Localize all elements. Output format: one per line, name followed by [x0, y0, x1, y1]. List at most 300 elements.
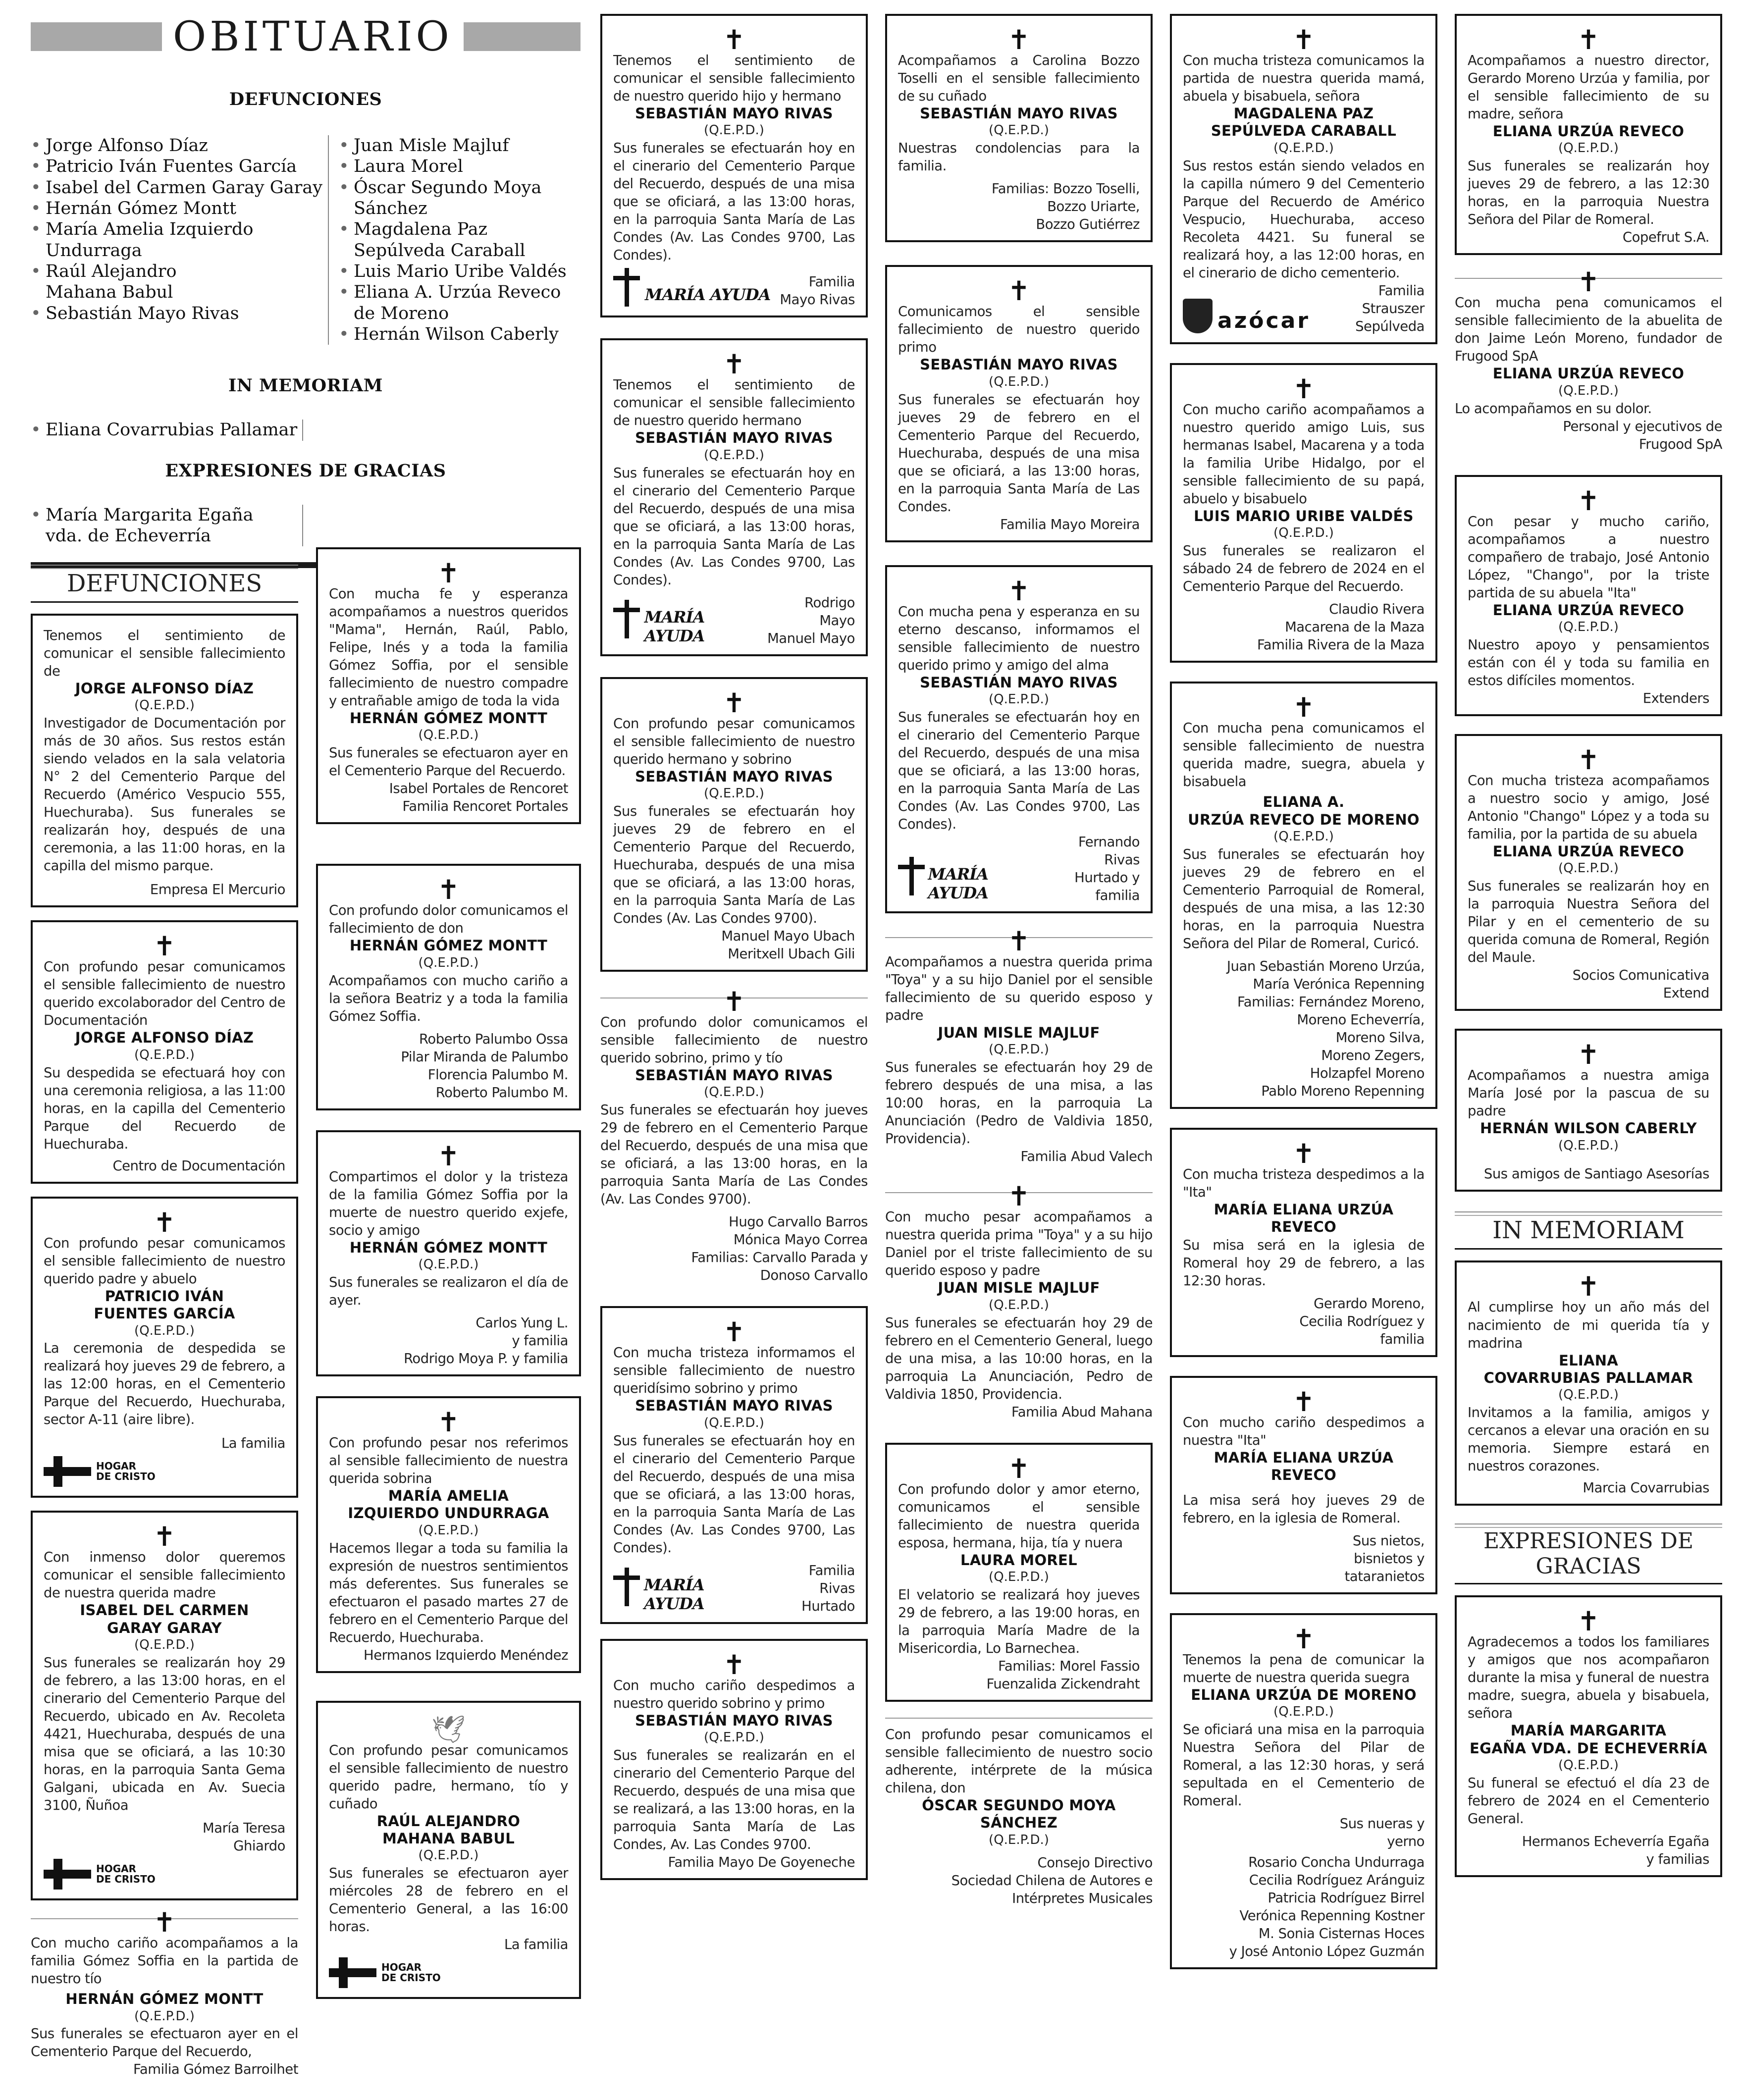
- notice-body: Sus funerales se efectuaron ayer miércoles 28 de febrero en el Cementerio General, a las 16:00 horas.: [329, 1865, 568, 1935]
- deceased-name: HERNÁN GÓMEZ MONTT: [349, 1239, 548, 1256]
- signature: Hermanos Izquierdo Menéndez: [364, 1647, 568, 1663]
- deceased-name: MARÍA ELIANA URZÚA REVECO: [1214, 1201, 1394, 1236]
- notice-body: Sus funerales se efectuaron ayer en el Cementerio Parque del Recuerdo.: [329, 745, 568, 779]
- signature: La familia: [221, 1435, 285, 1452]
- signature: Verónica Repenning Kostner: [1239, 1908, 1425, 1924]
- signature: yerno: [1387, 1833, 1425, 1849]
- hogar-de-cristo-logo: [329, 1957, 568, 1988]
- deceased-name: ELIANA URZÚA REVECO: [1492, 842, 1685, 860]
- crucifix-icon: [613, 268, 640, 307]
- index-section: [31, 15, 581, 568]
- qepd: (Q.E.P.D.): [418, 728, 479, 743]
- notice-text: Con mucha tristeza comunicamos la partida de nuestra querida mamá, abuela y bisabuela, señora: [1183, 52, 1425, 105]
- notice-body: Acompañamos con mucho cariño a la señora Beatriz y a toda la familia Gómez Soffia.: [329, 972, 568, 1024]
- notice-body: La misa será hoy jueves 29 de febrero, en la iglesia de Romeral.: [1183, 1492, 1425, 1526]
- notice-body: Lo acompañamos en su dolor.: [1455, 400, 1652, 417]
- obituario-header: [31, 15, 581, 58]
- notice-body: Sus funerales se efectuarán hoy en el cinerario del Cementerio Parque del Recuerdo, después de una misa que se oficiará, a las 13:00 horas, en la parroquia Santa María de Las Condes (Av. Las Condes 9700, Las Condes).: [613, 465, 855, 588]
- deceased-name: SEBASTIÁN MAYO RIVAS: [635, 429, 833, 447]
- signature: Mayo Rivas: [780, 292, 855, 308]
- notice-body: Sus funerales se efectuarán hoy jueves 29 de febrero en el Cementerio Parque del Recuerdo, Huechuraba, después de una misa que se oficiará, a las 13:00 horas, en la parroquia Santa María de Las Condes.: [898, 391, 1140, 515]
- index-item: • Eliana Covarrubias Pallamar: [31, 420, 302, 440]
- deceased-name: SEBASTIÁN MAYO RIVAS: [635, 1067, 833, 1084]
- index-memoriam-list: [31, 420, 303, 440]
- deceased-name: GARAY GARAY: [107, 1619, 222, 1636]
- qepd: (Q.E.P.D.): [418, 1257, 479, 1272]
- signature: Frugood SpA: [1638, 436, 1722, 452]
- index-list-right: [328, 135, 581, 345]
- notice-text: Con inmenso dolor queremos comunicar el sensible fallecimiento de nuestra querida madre: [44, 1549, 285, 1601]
- deceased-name: HERNÁN GÓMEZ MONTT: [349, 937, 548, 954]
- notice-sebastian-mayo-1: [600, 14, 868, 317]
- signature: Moreno Echeverría,: [1297, 1011, 1425, 1028]
- cross-icon: ✝: [153, 1207, 176, 1238]
- qepd: (Q.E.P.D.): [989, 1832, 1049, 1847]
- signature: Extenders: [1642, 690, 1709, 706]
- signature: Bozzo Uriarte,: [1047, 199, 1140, 215]
- notice-text: Con profundo dolor y amor eterno, comunicamos el sensible fallecimiento de nuestra querida esposa, hermana, hija, tía y nuera: [898, 1481, 1140, 1551]
- index-item: • Juan Misle Majluf: [339, 135, 581, 156]
- maria-ayuda-logo: [613, 1561, 765, 1613]
- notice-body: Nuestro apoyo y pensamientos están con él y toda su familia en estos difíciles momentos.: [1468, 636, 1709, 688]
- hogar-de-cristo-logo: [44, 1859, 285, 1890]
- qepd: (Q.E.P.D.): [704, 786, 764, 801]
- signature: Manuel Mayo Ubach: [721, 928, 855, 944]
- qepd: (Q.E.P.D.): [704, 1085, 764, 1100]
- deceased-name: RAÚL ALEJANDRO: [376, 1812, 521, 1830]
- qepd: (Q.E.P.D.): [134, 698, 195, 713]
- deceased-name: SEBASTIÁN MAYO RIVAS: [635, 105, 833, 122]
- signature: Sus nietos,: [1352, 1532, 1425, 1549]
- notice-eliana-urzua-6: [1455, 734, 1722, 1011]
- notice-text: Con profundo pesar nos referimos al sensible fallecimiento de nuestra querida sobrina: [329, 1434, 568, 1486]
- signature: María Verónica Repenning: [1253, 976, 1425, 992]
- signature: Marcia Covarrubias: [1583, 1480, 1709, 1496]
- cross-icon: ✝: [723, 986, 745, 1018]
- signature: Carlos Yung L.: [475, 1314, 568, 1331]
- notice-oscar-moya: [885, 1713, 1153, 1916]
- signature: Familia Abud Mahana: [1011, 1404, 1153, 1420]
- signature: Intérpretes Musicales: [1012, 1890, 1153, 1906]
- signature: María Teresa: [203, 1820, 285, 1837]
- deceased-name: MAHANA BABUL: [382, 1830, 515, 1847]
- notice-text: Con pesar y mucho cariño, acompañamos a nuestro compañero de trabajo, José Antonio López, "Chango", por la triste partida de su abuela "Ita": [1468, 513, 1709, 601]
- cross-icon: ✝: [723, 1649, 745, 1680]
- index-item: • Magdalena Paz Sepúlveda Caraball: [339, 219, 557, 261]
- notice-body: Sus funerales se efectuarán hoy 29 de febrero después de una misa, a las 10:00 horas, en la parroquia La Anunciación (Pedro de Valdivia 1850, Providencia).: [885, 1059, 1153, 1147]
- column-6: [1455, 14, 1722, 1890]
- index-item: • Patricio Iván Fuentes García: [31, 156, 328, 177]
- signature: Hermanos Echeverría Egaña: [1522, 1833, 1709, 1849]
- signature: familia: [1380, 1331, 1425, 1347]
- azocar-shield-icon: [1183, 299, 1213, 333]
- qepd: (Q.E.P.D.): [418, 1522, 479, 1538]
- signature: M. Sonia Cisternas Hoces: [1258, 1926, 1425, 1942]
- notice-body: Sus funerales se realizaron el sábado 24 de febrero de 2024 en el Cementerio Parque del Recuerdo.: [1183, 543, 1425, 595]
- qepd: (Q.E.P.D.): [134, 1637, 195, 1653]
- notice-body: Sus funerales se efectuarán hoy en el cinerario del Cementerio Parque del Recuerdo, después de una misa que se oficiará, a las 13:00 horas, en la parroquia Santa María de Las Condes (Av. Las Condes 9700, Las Condes).: [613, 1432, 855, 1556]
- qepd: (Q.E.P.D.): [1273, 525, 1334, 541]
- signature: Extend: [1663, 985, 1709, 1001]
- index-item: • Laura Morel: [339, 156, 581, 177]
- section-heading-in-memoriam: IN MEMORIAM: [1455, 1211, 1722, 1250]
- signature: y José Antonio López Guzmán: [1229, 1943, 1425, 1960]
- notice-hernan-wilson: [1455, 1029, 1722, 1192]
- notice-hernan-gomez-2: [316, 547, 581, 824]
- notice-text: Con mucho cariño acompañamos a nuestro querido amigo Luis, sus hermanas Isabel, Macarena y a toda la familia Uribe Hidalgo, por el sensible fallecimiento de su papá, abuelo y bisabuelo: [1183, 401, 1425, 507]
- signature: familia: [1095, 888, 1140, 904]
- cross-icon: ✝: [437, 874, 460, 906]
- signature: y familias: [1646, 1851, 1709, 1867]
- signature: Rodrigo Mayo: [804, 594, 855, 629]
- column-5: [1170, 14, 1437, 1982]
- notice-maria-margarita: [1455, 1595, 1722, 1877]
- signature: Familia Mayo De Goyeneche: [668, 1854, 855, 1871]
- signature: Familia Rencoret Portales: [402, 798, 568, 815]
- notice-sebastian-mayo-5: [600, 1306, 868, 1624]
- signature: Hugo Carvallo Barros: [729, 1214, 868, 1230]
- deceased-name: JORGE ALFONSO DÍAZ: [75, 680, 254, 697]
- cross-icon: ✝: [153, 1907, 176, 1939]
- notice-maria-eliana-2: [1170, 1376, 1437, 1594]
- deceased-name: LAURA MOREL: [960, 1551, 1077, 1569]
- header-bar-right: [464, 22, 581, 51]
- notice-eliana-urzua-3: [1455, 14, 1722, 255]
- signature: Familia: [808, 1562, 855, 1578]
- notice-text: Tenemos la pena de comunicar la muerte de nuestra querida suegra: [1183, 1651, 1425, 1685]
- signature: Familia Abud Valech: [1020, 1149, 1153, 1165]
- section-heading-defunciones: DEFUNCIONES: [31, 565, 298, 603]
- cross-icon: ✝: [1292, 1386, 1315, 1418]
- notice-body: Sus funerales se efectuarán hoy 29 de febrero en el Cementerio General, luego de una misa, a las 10:00 horas, en la parroquia La Anunciación, Pedro de Valdivia 1850, Providencia.: [885, 1314, 1153, 1402]
- index-item: • María Margarita Egaña vda. de Echeverría: [31, 505, 288, 547]
- logo-text: DE CRISTO: [381, 1972, 441, 1984]
- notice-juan-misle-1: [885, 926, 1153, 1174]
- logo-text: DE CRISTO: [96, 1470, 156, 1483]
- signature: Hurtado y: [1074, 870, 1140, 886]
- cross-icon: ✝: [723, 24, 745, 55]
- notice-body: Sus funerales se efectuarán hoy en el cinerario del Cementerio Parque del Recuerdo, después de una misa que se oficiará, a las 13:00 horas, en la parroquia Santa María de Las Condes (Av. Las Condes 9700, Las Condes).: [613, 140, 855, 263]
- notice-text: Con mucha pena y esperanza en su eterno descanso, informamos el sensible fallecimiento de nuestro querido primo y amigo del alma: [898, 603, 1140, 673]
- notice-text: Con mucho cariño acompañamos a la familia Gómez Soffia en la partida de nuestro tío: [31, 1935, 298, 1987]
- signature: Moreno Silva,: [1335, 1029, 1425, 1046]
- signature: Sepúlveda: [1355, 318, 1425, 334]
- notice-maria-amelia: [316, 1396, 581, 1673]
- index-item: • Raúl Alejandro Mahana Babul: [31, 261, 249, 303]
- cross-icon: ✝: [1292, 1138, 1315, 1169]
- index-item: • Sebastián Mayo Rivas: [31, 303, 328, 324]
- notice-sebastian-mayo-8: [885, 265, 1153, 542]
- notice-body: El velatorio se realizará hoy jueves 29 de febrero, a las 19:00 horas, en la parroquia María Madre de la Misericordia, Lo Barnechea.: [898, 1586, 1140, 1656]
- notice-text: Acompañamos a nuestra querida prima "Toya" y a su hijo Daniel por el sensible fallecimiento de su querido esposo y padre: [885, 954, 1153, 1024]
- hogar-de-cristo-icon: [329, 1957, 376, 1988]
- qepd: (Q.E.P.D.): [1558, 1387, 1619, 1403]
- cross-icon: ✝: [1577, 24, 1600, 55]
- cross-icon: ✝: [1007, 926, 1030, 957]
- index-item: • Luis Mario Uribe Valdés: [339, 261, 581, 282]
- qepd: (Q.E.P.D.): [134, 1047, 195, 1062]
- logo-text: MARÍA AYUDA: [645, 285, 771, 305]
- cross-icon: ✝: [1007, 24, 1030, 55]
- logo-text: azócar: [1217, 308, 1311, 333]
- deceased-name: PATRICIO IVÁN: [105, 1287, 224, 1305]
- signature: Familia: [1378, 282, 1425, 299]
- signature: Familia: [808, 274, 855, 290]
- dove-icon: 🕊: [431, 1713, 466, 1745]
- notice-body: Sus funerales se efectuaron ayer en el Cementerio Parque del Recuerdo,: [31, 2026, 298, 2060]
- notice-luis-uribe: [1170, 363, 1437, 663]
- notice-body: Su despedida se efectuará hoy con una ceremonia religiosa, a las 11:00 horas, en la capilla del Cementerio Parque del Recuerdo de Huechuraba.: [44, 1064, 285, 1152]
- maria-ayuda-logo: [613, 268, 770, 307]
- hogar-de-cristo-icon: [44, 1456, 91, 1487]
- signature: Pilar Miranda de Palumbo: [401, 1049, 568, 1065]
- signature: Ghiardo: [233, 1838, 285, 1854]
- notice-body: Hacemos llegar a toda su familia la expresión de nuestros sentimientos más deferentes. Sus funerales se efectuaron el pasado martes 27 de febrero en el Cementerio Parque del Recuerdo, Huechuraba.: [329, 1540, 568, 1645]
- cross-icon: ✝: [1577, 485, 1600, 517]
- notice-text: Con profundo pesar comunicamos el sensible fallecimiento de nuestro querido hermano y sobrino: [613, 715, 855, 767]
- index-defunciones-lists: [31, 135, 581, 345]
- deceased-name: LUIS MARIO URIBE VALDÉS: [1194, 507, 1414, 525]
- deceased-name: HERNÁN WILSON CABERLY: [1480, 1120, 1697, 1137]
- notice-text: Al cumplirse hoy un año más del nacimiento de mi querida tía y madrina: [1468, 1299, 1709, 1351]
- signature: Holzapfel Moreno: [1310, 1065, 1425, 1081]
- deceased-name: MAGDALENA PAZ: [1233, 105, 1374, 122]
- cross-icon: ✝: [1577, 266, 1600, 298]
- notice-body: Investigador de Documentación por más de 30 años. Sus restos están siendo velados en la sala velatoria N° 2 del Cementerio Parque del Recuerdo (Américo Vespucio 555, Huechuraba). Sus funerales se realizarán hoy, después de una ceremonia, a las 11:00 horas, en la capilla del mismo parque.: [44, 715, 285, 874]
- deceased-name: ELIANA URZÚA REVECO: [1492, 601, 1685, 619]
- notice-text: Con mucha tristeza despedimos a la "Ita": [1183, 1166, 1425, 1200]
- notice-text: Con profundo dolor comunicamos el sensible fallecimiento de nuestro querido sobrino, primo y tío: [600, 1014, 868, 1066]
- crucifix-icon: [613, 600, 639, 638]
- cross-icon: ✝: [1577, 1271, 1600, 1303]
- section-heading-expresiones: EXPRESIONES DE GRACIAS: [1455, 1523, 1722, 1584]
- notice-body: Sus funerales se realizarán en el cinerario del Cementerio Parque del Recuerdo, después de una misa que se realizará, a las 13:00 horas, en la parroquia Santa María de Las Condes, Av. Las Condes 9700.: [613, 1747, 855, 1852]
- qepd: (Q.E.P.D.): [704, 123, 764, 138]
- deceased-name: EGAÑA VDA. DE ECHEVERRÍA: [1470, 1739, 1707, 1757]
- notice-text: Con profundo pesar comunicamos el sensible fallecimiento de nuestro querido padre y abuelo: [44, 1235, 285, 1287]
- qepd: (Q.E.P.D.): [989, 374, 1049, 389]
- index-heading-defunciones: DEFUNCIONES: [229, 89, 382, 109]
- notice-eliana-urzua-1: [1170, 682, 1437, 1109]
- deceased-name: JUAN MISLE MAJLUF: [938, 1024, 1100, 1042]
- qepd: (Q.E.P.D.): [1558, 141, 1619, 156]
- index-expresiones-list: [31, 505, 303, 547]
- deceased-name: MARÍA MARGARITA: [1510, 1722, 1667, 1739]
- notice-text: Acompañamos a Carolina Bozzo Toselli en el sensible fallecimiento de su cuñado: [898, 52, 1140, 105]
- cross-icon: ✝: [1577, 1606, 1600, 1637]
- notice-sebastian-mayo-6: [600, 1639, 868, 1880]
- notice-body: Sus funerales se realizarán hoy en la parroquia Nuestra Señora del Pilar y en el cementerio de su querida comuna de Romeral, Región del Maule.: [1468, 878, 1709, 966]
- notice-sebastian-mayo-4: [600, 986, 868, 1293]
- cross-icon: ✝: [723, 349, 745, 380]
- notice-jorge-alfonso-1: [31, 614, 298, 907]
- maria-ayuda-logo: [613, 593, 767, 645]
- index-heading-in-memoriam: IN MEMORIAM: [228, 375, 383, 396]
- qepd: (Q.E.P.D.): [1558, 383, 1619, 398]
- deceased-name: ELIANA: [1558, 1352, 1619, 1369]
- signature: Macarena de la Maza: [1285, 619, 1425, 635]
- notice-text: Con profundo dolor comunicamos el fallecimiento de don: [329, 902, 568, 937]
- deceased-name: SEBASTIÁN MAYO RIVAS: [920, 356, 1118, 373]
- deceased-name: ELIANA A.: [1263, 793, 1345, 811]
- notice-eliana-urzua-2: [1170, 1613, 1437, 1969]
- signature: La familia: [504, 1937, 568, 1953]
- cross-icon: ✝: [1577, 744, 1600, 776]
- deceased-name: SEBASTIÁN MAYO RIVAS: [635, 768, 833, 785]
- hogar-de-cristo-icon: [44, 1859, 91, 1890]
- logo-text: HOGAR: [96, 1460, 137, 1472]
- deceased-name: SEBASTIÁN MAYO RIVAS: [635, 1397, 833, 1415]
- deceased-name: SEBASTIÁN MAYO RIVAS: [920, 674, 1118, 691]
- qepd: (Q.E.P.D.): [989, 692, 1049, 707]
- notice-maria-eliana-1: [1170, 1128, 1437, 1357]
- qepd: (Q.E.P.D.): [418, 1848, 479, 1863]
- signature: Consejo Directivo: [1037, 1854, 1153, 1871]
- page-title: OBITUARIO: [173, 13, 453, 60]
- notice-body: Sus funerales se efectuarán hoy jueves 29 de febrero en el Cementerio Parque del Recuerdo, después de una misa que se oficiará, a las 13:00 horas, en la parroquia Santa María de Las Condes (Av. Las Condes 9700).: [600, 1102, 868, 1208]
- notice-jorge-alfonso-2: [31, 920, 298, 1183]
- index-item: • Óscar Segundo Moya Sánchez: [339, 177, 581, 219]
- notice-eliana-urzua-4: [1455, 266, 1722, 462]
- notice-body: Sus funerales se efectuarán hoy en el cinerario del Cementerio Parque del Recuerdo, después de una misa que se oficiará, a las 13:00 horas, en la parroquia Santa María de Las Condes (Av. Las Condes 9700, Las Condes).: [898, 709, 1140, 832]
- notice-text: Acompañamos a nuestra amiga María José por la pascua de su padre: [1468, 1067, 1709, 1119]
- azocar-logo: [1183, 299, 1310, 333]
- cross-icon: ✝: [437, 1406, 460, 1438]
- signature: Copefrut S.A.: [1622, 229, 1709, 246]
- signature: Cecilia Rodríguez y: [1299, 1313, 1425, 1329]
- qepd: (Q.E.P.D.): [989, 123, 1049, 138]
- qepd: (Q.E.P.D.): [704, 1730, 764, 1745]
- logo-text: HOGAR: [96, 1863, 137, 1875]
- notice-text: Con mucha pena comunicamos el sensible fallecimiento de la abuelita de don Jaime León Moreno, fundador de Frugood SpA: [1455, 295, 1722, 365]
- cross-icon: ✝: [723, 1316, 745, 1348]
- signature: Meritxell Ubach Gili: [728, 946, 855, 962]
- notice-body: Su misa será en la iglesia de Romeral hoy 29 de febrero, a las 12:30 horas.: [1183, 1237, 1425, 1289]
- notice-body: Sus funerales se realizaron el día de ayer.: [329, 1274, 568, 1308]
- cross-icon: ✝: [153, 931, 176, 962]
- signature: Mónica Mayo Correa: [733, 1232, 868, 1248]
- notice-text: Con mucha fe y esperanza acompañamos a nuestros queridos "Mama", Hernán, Raúl, Pablo, Felipe, Inés y a toda la familia Gómez Soffia, por el sensible fallecimiento de nuestro compadre y entrañable amigo de toda la vida: [329, 586, 568, 709]
- column-1: [31, 565, 298, 2100]
- notice-isabel-garay: [31, 1511, 298, 1900]
- notice-text: Con mucho cariño despedimos a nuestro querido sobrino y primo: [613, 1677, 855, 1711]
- deceased-name: SEPÚLVEDA CARABALL: [1211, 122, 1397, 140]
- signature: Personal y ejecutivos de: [1563, 418, 1722, 434]
- qepd: (Q.E.P.D.): [704, 447, 764, 463]
- notice-text: Con mucho pesar acompañamos a nuestra querida prima "Toya" y a su hijo Daniel por el triste fallecimiento de su querido esposo y padre: [885, 1209, 1153, 1279]
- signature: Isabel Portales de Rencoret: [389, 781, 568, 797]
- cross-icon: ✝: [1007, 275, 1030, 307]
- column-3: [600, 14, 868, 1893]
- notice-body: Nuestras condolencias para la familia.: [898, 140, 1140, 174]
- signature: Sus amigos de Santiago Asesorías: [1483, 1166, 1709, 1182]
- signature: Familias: Fernández Moreno,: [1237, 994, 1425, 1010]
- signature: Empresa El Mercurio: [150, 882, 285, 898]
- signature: Florencia Palumbo M.: [427, 1066, 568, 1083]
- signature: Familia Gómez Barroilhet: [133, 2061, 298, 2078]
- signature: Patricia Rodríguez Birrel: [1268, 1890, 1425, 1906]
- notice-text: Tenemos el sentimiento de comunicar el sensible fallecimiento de nuestro querido hermano: [613, 377, 855, 429]
- notice-text: Con profundo pesar comunicamos el sensible fallecimiento de nuestro querido excolaborador del Centro de Documentación: [44, 959, 285, 1029]
- notice-body: Su funeral se efectuó el día 23 de febrero de 2024 en el Cementerio General.: [1468, 1775, 1709, 1827]
- signature: Gerardo Moreno,: [1314, 1295, 1425, 1312]
- separator: [885, 1718, 1153, 1719]
- deceased-name: MARÍA ELIANA URZÚA REVECO: [1214, 1449, 1394, 1484]
- signature: Rodrigo Moya P. y familia: [404, 1350, 568, 1366]
- deceased-name: SEBASTIÁN MAYO RIVAS: [920, 105, 1118, 122]
- signature: Juan Sebastián Moreno Urzúa,: [1226, 958, 1425, 974]
- notice-juan-misle-2: [885, 1181, 1153, 1429]
- index-item: • Hernán Gómez Montt: [31, 198, 328, 219]
- notice-text: Compartimos el dolor y la tristeza de la familia Gómez Soffia por la muerte de nuestro querido exjefe, socio y amigo: [329, 1168, 568, 1238]
- signature: tataranietos: [1344, 1568, 1425, 1584]
- signature: Fernando Rivas: [1078, 834, 1140, 868]
- qepd: (Q.E.P.D.): [418, 955, 479, 970]
- deceased-name: HERNÁN GÓMEZ MONTT: [349, 710, 548, 727]
- index-item: • Eliana A. Urzúa Reveco de Moreno: [339, 282, 572, 324]
- notice-raul-mahana: [316, 1701, 581, 1999]
- deceased-name: ELIANA URZÚA REVECO: [1492, 123, 1685, 140]
- signature: Claudio Rivera: [1329, 601, 1425, 618]
- cross-icon: ✝: [1292, 24, 1315, 55]
- cross-icon: ✝: [1007, 1181, 1030, 1212]
- signature: Socios Comunicativa: [1572, 967, 1709, 984]
- deceased-name: IZQUIERDO UNDURRAGA: [348, 1505, 549, 1522]
- cross-icon: ✝: [1292, 1623, 1315, 1655]
- qepd: (Q.E.P.D.): [989, 1297, 1049, 1312]
- signature: Strauszer: [1362, 300, 1425, 316]
- maria-ayuda-logo: [898, 850, 1045, 902]
- signature: Familias: Carvallo Parada y: [691, 1250, 868, 1266]
- signature: Cecilia Rodríguez Aránguiz: [1249, 1872, 1425, 1888]
- crucifix-icon: [898, 857, 923, 895]
- deceased-name: MARÍA AMELIA: [388, 1487, 509, 1505]
- cross-icon: ✝: [153, 1521, 176, 1553]
- notice-text: Agradecemos a todos los familiares y amigos que nos acompañaron durante la misa y funeral de nuestra madre, suegra, abuela y bisabuela, señora: [1468, 1634, 1709, 1722]
- index-item: • María Amelia Izquierdo Undurraga: [31, 219, 264, 261]
- notice-sebastian-mayo-3: [600, 677, 868, 972]
- deceased-name: ELIANA URZÚA DE MORENO: [1191, 1686, 1417, 1703]
- logo-text: MARÍA AYUDA: [644, 607, 705, 645]
- notice-text: Con mucha pena comunicamos el sensible fallecimiento de nuestra querida madre, suegra, abuela y bisabuela: [1183, 720, 1425, 790]
- notice-text: Con mucho cariño despedimos a nuestra "Ita": [1183, 1414, 1425, 1448]
- cross-icon: ✝: [1292, 373, 1315, 405]
- notice-text: Con profundo pesar comunicamos el sensible fallecimiento de nuestro querido padre, hermano, tío y cuñado: [329, 1742, 568, 1812]
- qepd: (Q.E.P.D.): [1273, 1704, 1334, 1720]
- qepd: (Q.E.P.D.): [1558, 620, 1619, 635]
- header-bar-left: [31, 22, 162, 51]
- deceased-name: SEBASTIÁN MAYO RIVAS: [635, 1712, 833, 1729]
- qepd: (Q.E.P.D.): [1558, 1138, 1619, 1153]
- qepd: (Q.E.P.D.): [1558, 861, 1619, 876]
- deceased-name: ISABEL DEL CARMEN: [80, 1602, 249, 1619]
- qepd: (Q.E.P.D.): [704, 1415, 764, 1430]
- qepd: (Q.E.P.D.): [1558, 1757, 1619, 1773]
- notice-body: Invitamos a la familia, amigos y cercanos a elevar una oración en su memoria. Siempre estará en nuestros corazones.: [1468, 1405, 1709, 1474]
- deceased-name: ÓSCAR SEGUNDO MOYA SÁNCHEZ: [922, 1797, 1116, 1832]
- notice-sebastian-mayo-9: [885, 565, 1153, 913]
- notice-body: Sus funerales se efectuarán hoy jueves 29 de febrero en el Cementerio Parque del Recuerdo, Huechuraba, después de una misa que se oficiará, a las 13:00 horas, en la parroquia Santa María de Las Condes (Av. Las Condes 9700).: [613, 803, 855, 926]
- deceased-name: COVARRUBIAS PALLAMAR: [1483, 1369, 1693, 1386]
- index-list-left: [31, 135, 328, 345]
- cross-icon: ✝: [1007, 1453, 1030, 1484]
- notice-body: Sus funerales se realizarán hoy 29 de febrero, a las 13:00 horas, en el cinerario del Cementerio Parque del Recuerdo, ubicado en Av. Recoleta 4421, Huechuraba, después de una misa que se oficiará, a las 10:30 horas, en la parroquia Santa Gema Galgani, ubicada en Av. Suecia 3100, Ñuñoa: [44, 1654, 285, 1814]
- index-item: • Isabel del Carmen Garay Garay: [31, 177, 328, 198]
- cross-icon: ✝: [1292, 692, 1315, 724]
- signature: Sociedad Chilena de Autores e: [951, 1872, 1153, 1889]
- notice-body: La ceremonia de despedida se realizará hoy jueves 29 de febrero, a las 12:00 horas, en el Cementerio Parque del Recuerdo, Huechuraba, sector A-11 (aire libre).: [44, 1340, 285, 1428]
- signature: Familia Rivera de la Maza: [1257, 637, 1425, 653]
